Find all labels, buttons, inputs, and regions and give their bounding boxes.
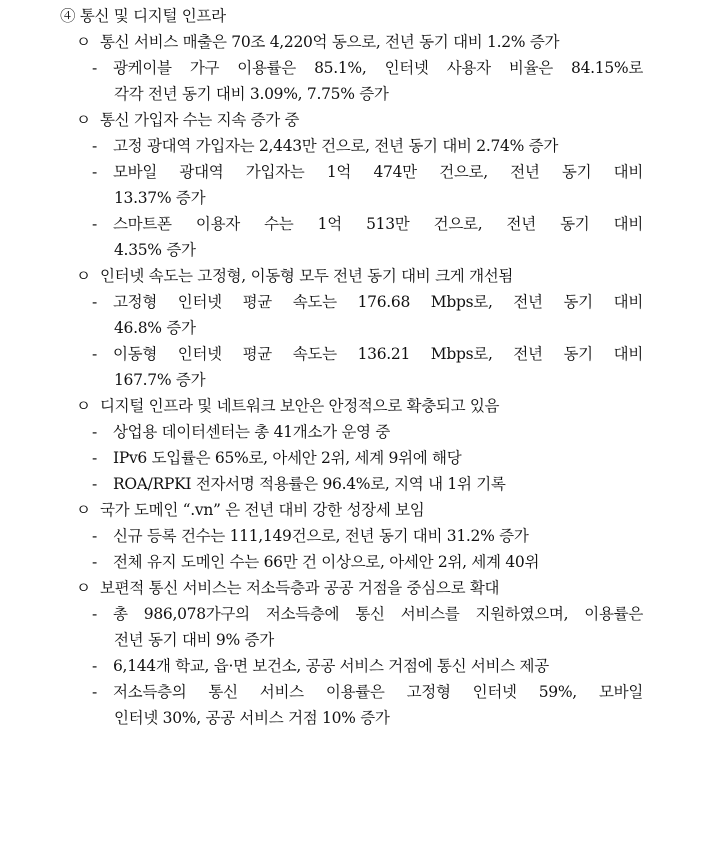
bullet-marker: ㅇ bbox=[76, 111, 91, 129]
group-title: 인터넷 속도는 고정형, 이동형 모두 전년 동기 대비 크게 개선됨 bbox=[100, 267, 514, 285]
list-item-line: 167.7% 증가 bbox=[114, 371, 206, 389]
list-item-line: 6,144개 학교, 읍·면 보건소, 공공 서비스 거점에 통신 서비스 제공 bbox=[113, 657, 549, 675]
bullet-marker: ㅇ bbox=[76, 579, 91, 597]
dash-marker: - bbox=[92, 345, 98, 363]
list-item-line: 전체 유지 도메인 수는 66만 건 이상으로, 아세안 2위, 세계 40위 bbox=[113, 553, 540, 571]
bullet-marker: ㅇ bbox=[76, 267, 91, 285]
dash-marker: - bbox=[92, 137, 98, 155]
dash-marker: - bbox=[92, 215, 98, 233]
dash-marker: - bbox=[92, 605, 98, 623]
list-item-line: 저소득층의 통신 서비스 이용률은 고정형 인터넷 59%, 모바일 bbox=[113, 683, 643, 701]
dash-marker: - bbox=[92, 475, 98, 493]
list-item-line: 고정형 인터넷 평균 속도는 176.68 Mbps로, 전년 동기 대비 bbox=[113, 293, 643, 311]
dash-marker: - bbox=[92, 657, 98, 675]
list-item-line: 모바일 광대역 가입자는 1억 474만 건으로, 전년 동기 대비 bbox=[113, 163, 643, 181]
list-item-line: IPv6 도입률은 65%로, 아세안 2위, 세계 9위에 해당 bbox=[113, 449, 462, 467]
dash-marker: - bbox=[92, 683, 98, 701]
bullet-marker: ㅇ bbox=[76, 33, 91, 51]
list-item-line: 4.35% 증가 bbox=[114, 241, 196, 259]
dash-marker: - bbox=[92, 527, 98, 545]
list-item-line: 고정 광대역 가입자는 2,443만 건으로, 전년 동기 대비 2.74% 증가 bbox=[113, 137, 559, 155]
section-heading: ④ 통신 및 디지털 인프라 bbox=[60, 7, 226, 25]
list-item-line: 총 986,078가구의 저소득층에 통신 서비스를 지원하였으며, 이용률은 bbox=[113, 605, 643, 623]
list-item-line: ROA/RPKI 전자서명 적용률은 96.4%로, 지역 내 1위 기록 bbox=[113, 475, 506, 493]
list-item-line: 신규 등록 건수는 111,149건으로, 전년 동기 대비 31.2% 증가 bbox=[113, 527, 529, 545]
group-title: 보편적 통신 서비스는 저소득층과 공공 거점을 중심으로 확대 bbox=[100, 579, 500, 597]
bullet-marker: ㅇ bbox=[76, 501, 91, 519]
list-item-line: 46.8% 증가 bbox=[114, 319, 196, 337]
group-title: 통신 서비스 매출은 70조 4,220억 동으로, 전년 동기 대비 1.2% 증가 bbox=[100, 33, 560, 51]
dash-marker: - bbox=[92, 163, 98, 181]
list-item-line: 각각 전년 동기 대비 3.09%, 7.75% 증가 bbox=[114, 85, 389, 103]
list-item-line: 인터넷 30%, 공공 서비스 거점 10% 증가 bbox=[114, 709, 390, 727]
group-title: 국가 도메인 “.vn” 은 전년 대비 강한 성장세 보임 bbox=[100, 501, 425, 519]
dash-marker: - bbox=[92, 449, 98, 467]
list-item-line: 광케이블 가구 이용률은 85.1%, 인터넷 사용자 비율은 84.15%로 bbox=[113, 59, 643, 77]
dash-marker: - bbox=[92, 59, 98, 77]
dash-marker: - bbox=[92, 553, 98, 571]
list-item-line: 스마트폰 이용자 수는 1억 513만 건으로, 전년 동기 대비 bbox=[113, 215, 643, 233]
list-item-line: 상업용 데이터센터는 총 41개소가 운영 중 bbox=[113, 423, 391, 441]
dash-marker: - bbox=[92, 423, 98, 441]
bullet-marker: ㅇ bbox=[76, 397, 91, 415]
list-item-line: 전년 동기 대비 9% 증가 bbox=[114, 631, 274, 649]
dash-marker: - bbox=[92, 293, 98, 311]
group-title: 통신 가입자 수는 지속 증가 중 bbox=[100, 111, 300, 129]
list-item-line: 이동형 인터넷 평균 속도는 136.21 Mbps로, 전년 동기 대비 bbox=[113, 345, 643, 363]
group-title: 디지털 인프라 및 네트워크 보안은 안정적으로 확충되고 있음 bbox=[100, 397, 500, 415]
list-item-line: 13.37% 증가 bbox=[114, 189, 206, 207]
